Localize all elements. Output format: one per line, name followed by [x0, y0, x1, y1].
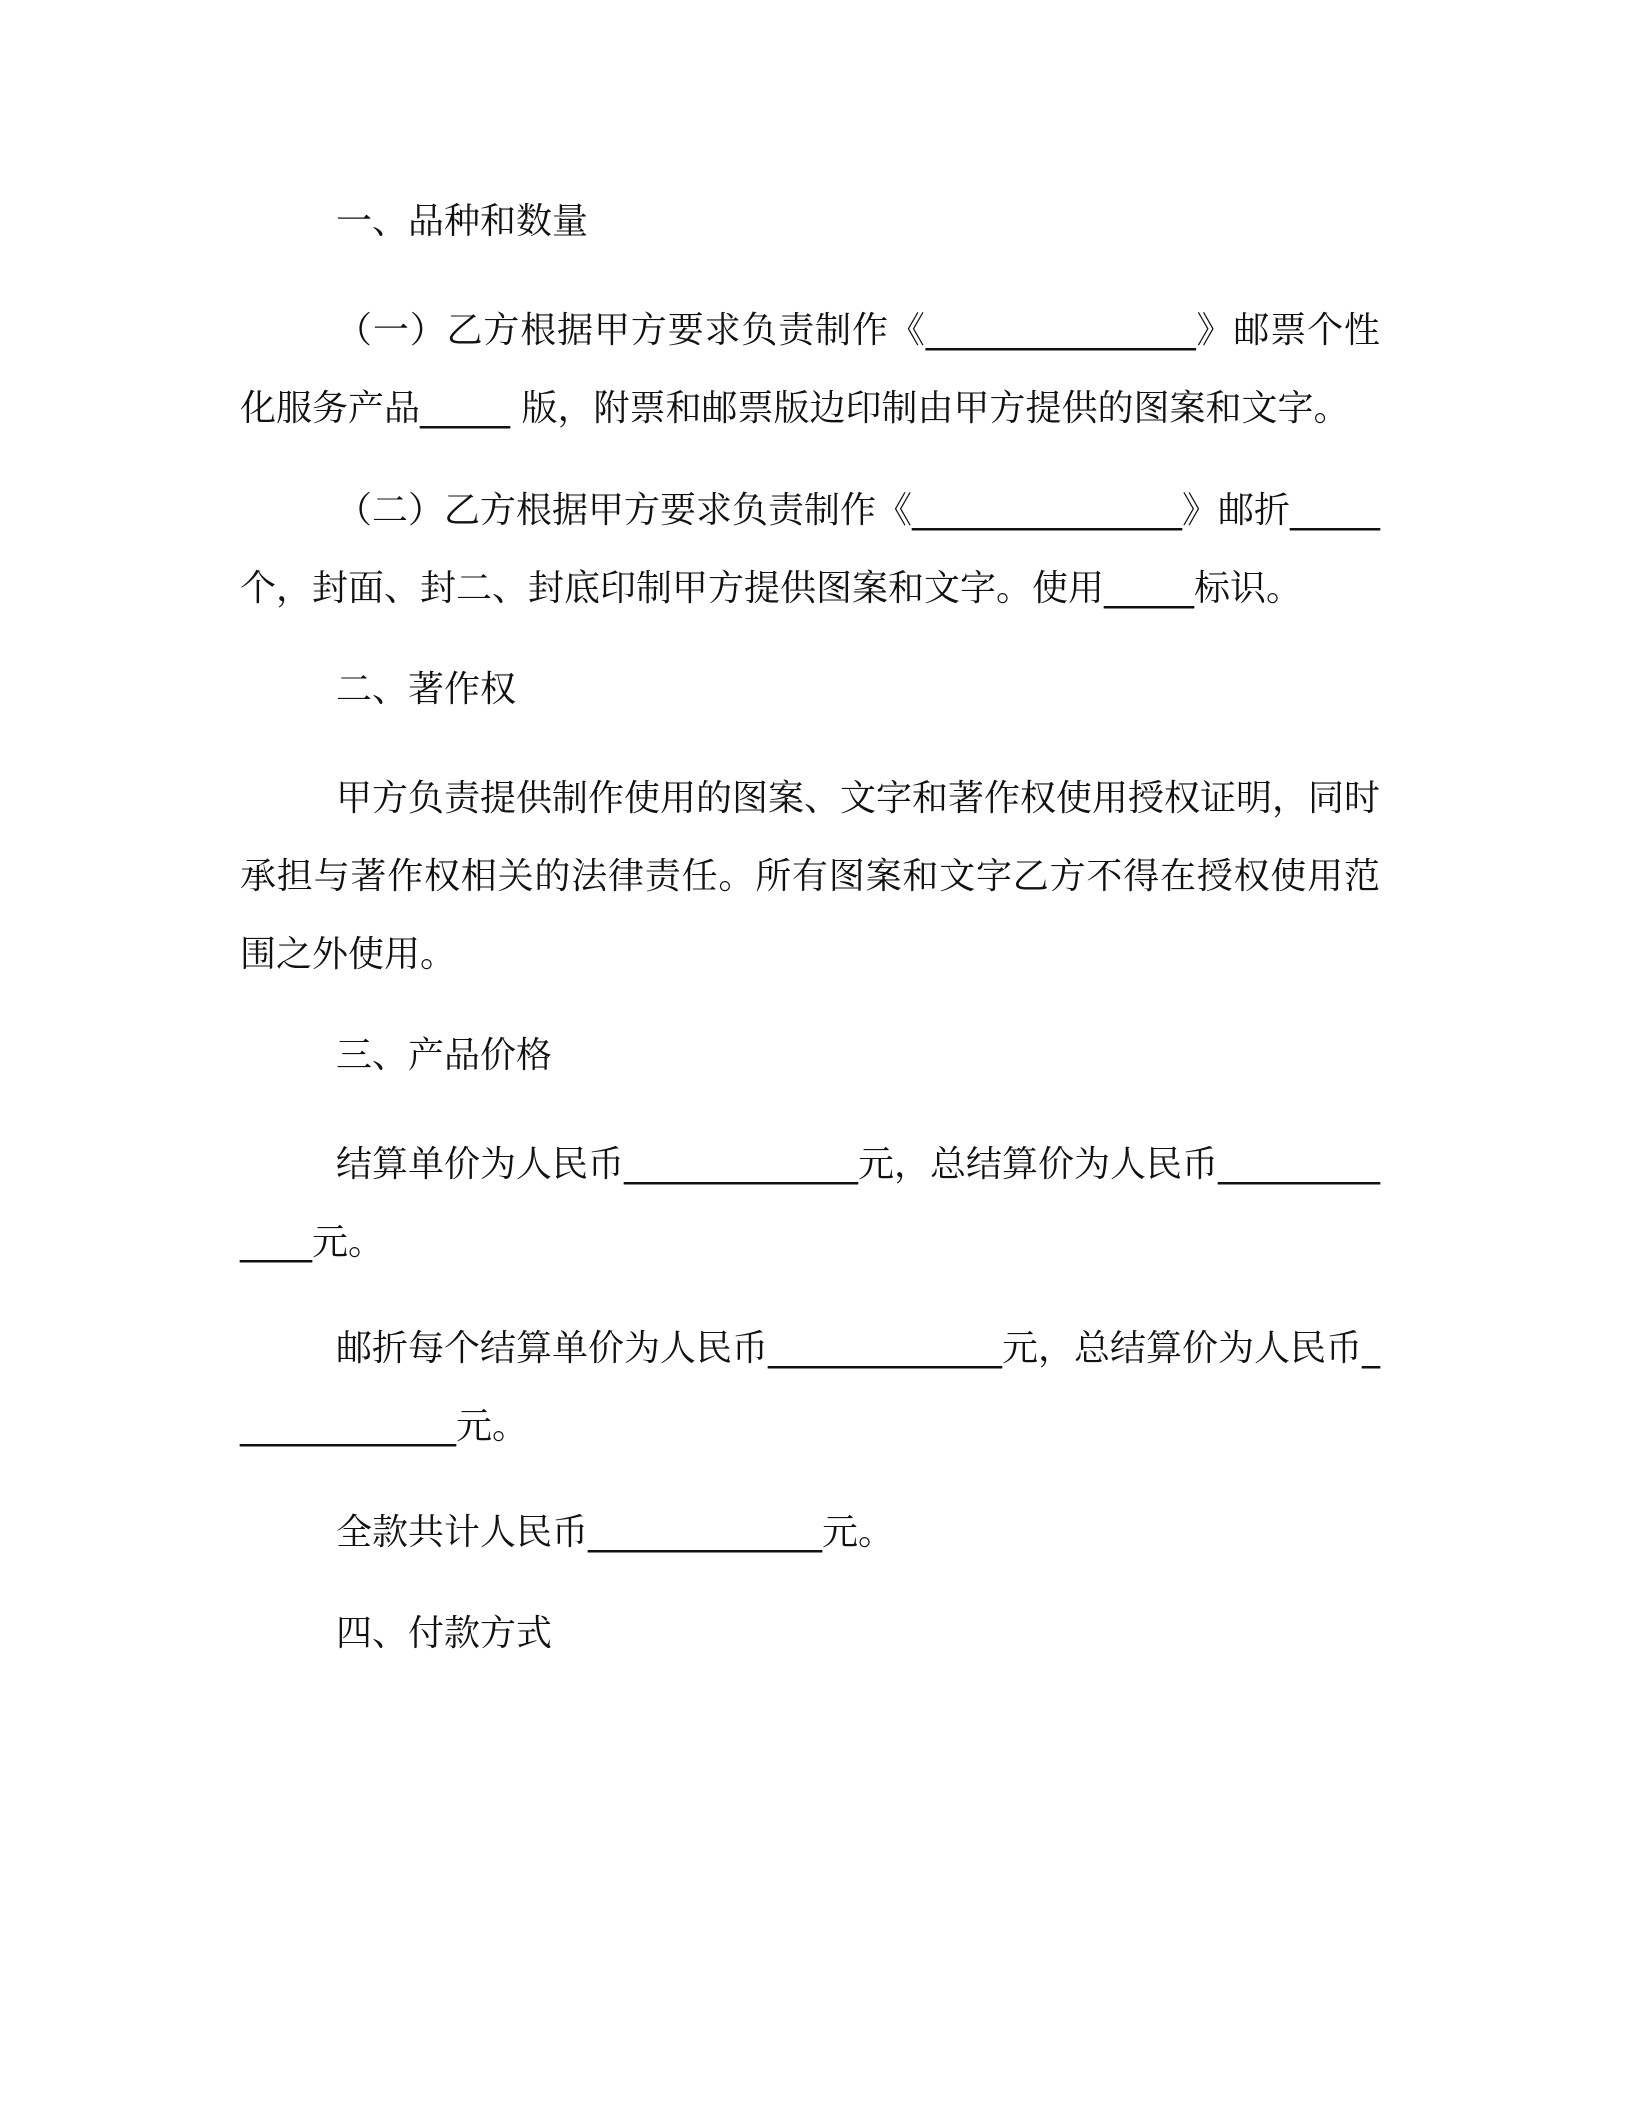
section-heading-price: 三、产品价格 [336, 1035, 553, 1076]
section-heading-copyright: 二、著作权 [336, 669, 517, 710]
paragraph-unit-price: 结算单价为人民币_____________元，总结算价为人民币_____________元。 [240, 1144, 1381, 1263]
paragraph-folder-price: 邮折每个结算单价为人民币_____________元，总结算价为人民币_____________元。 [240, 1328, 1381, 1447]
section-heading-payment: 四、付款方式 [336, 1613, 553, 1654]
paragraph-stamp-item: （一）乙方根据甲方要求负责制作《_______________》邮票个性化服务产品_____ 版，附票和邮票版边印制由甲方提供的图案和文字。 [240, 310, 1380, 429]
document-body [240, 190, 1380, 1656]
section-heading-variety-quantity: 一、品种和数量 [336, 201, 589, 242]
paragraph-total-price: 全款共计人民币_____________元。 [336, 1512, 895, 1553]
paragraph-folder-item: （二）乙方根据甲方要求负责制作《_______________》邮折_____个，封面、封二、封底印制甲方提供图案和文字。使用_____标识。 [240, 490, 1381, 609]
paragraph-copyright: 甲方负责提供制作使用的图案、文字和著作权使用授权证明，同时承担与著作权相关的法律责任。所有图案和文字乙方不得在授权使用范围之外使用。 [240, 778, 1381, 975]
